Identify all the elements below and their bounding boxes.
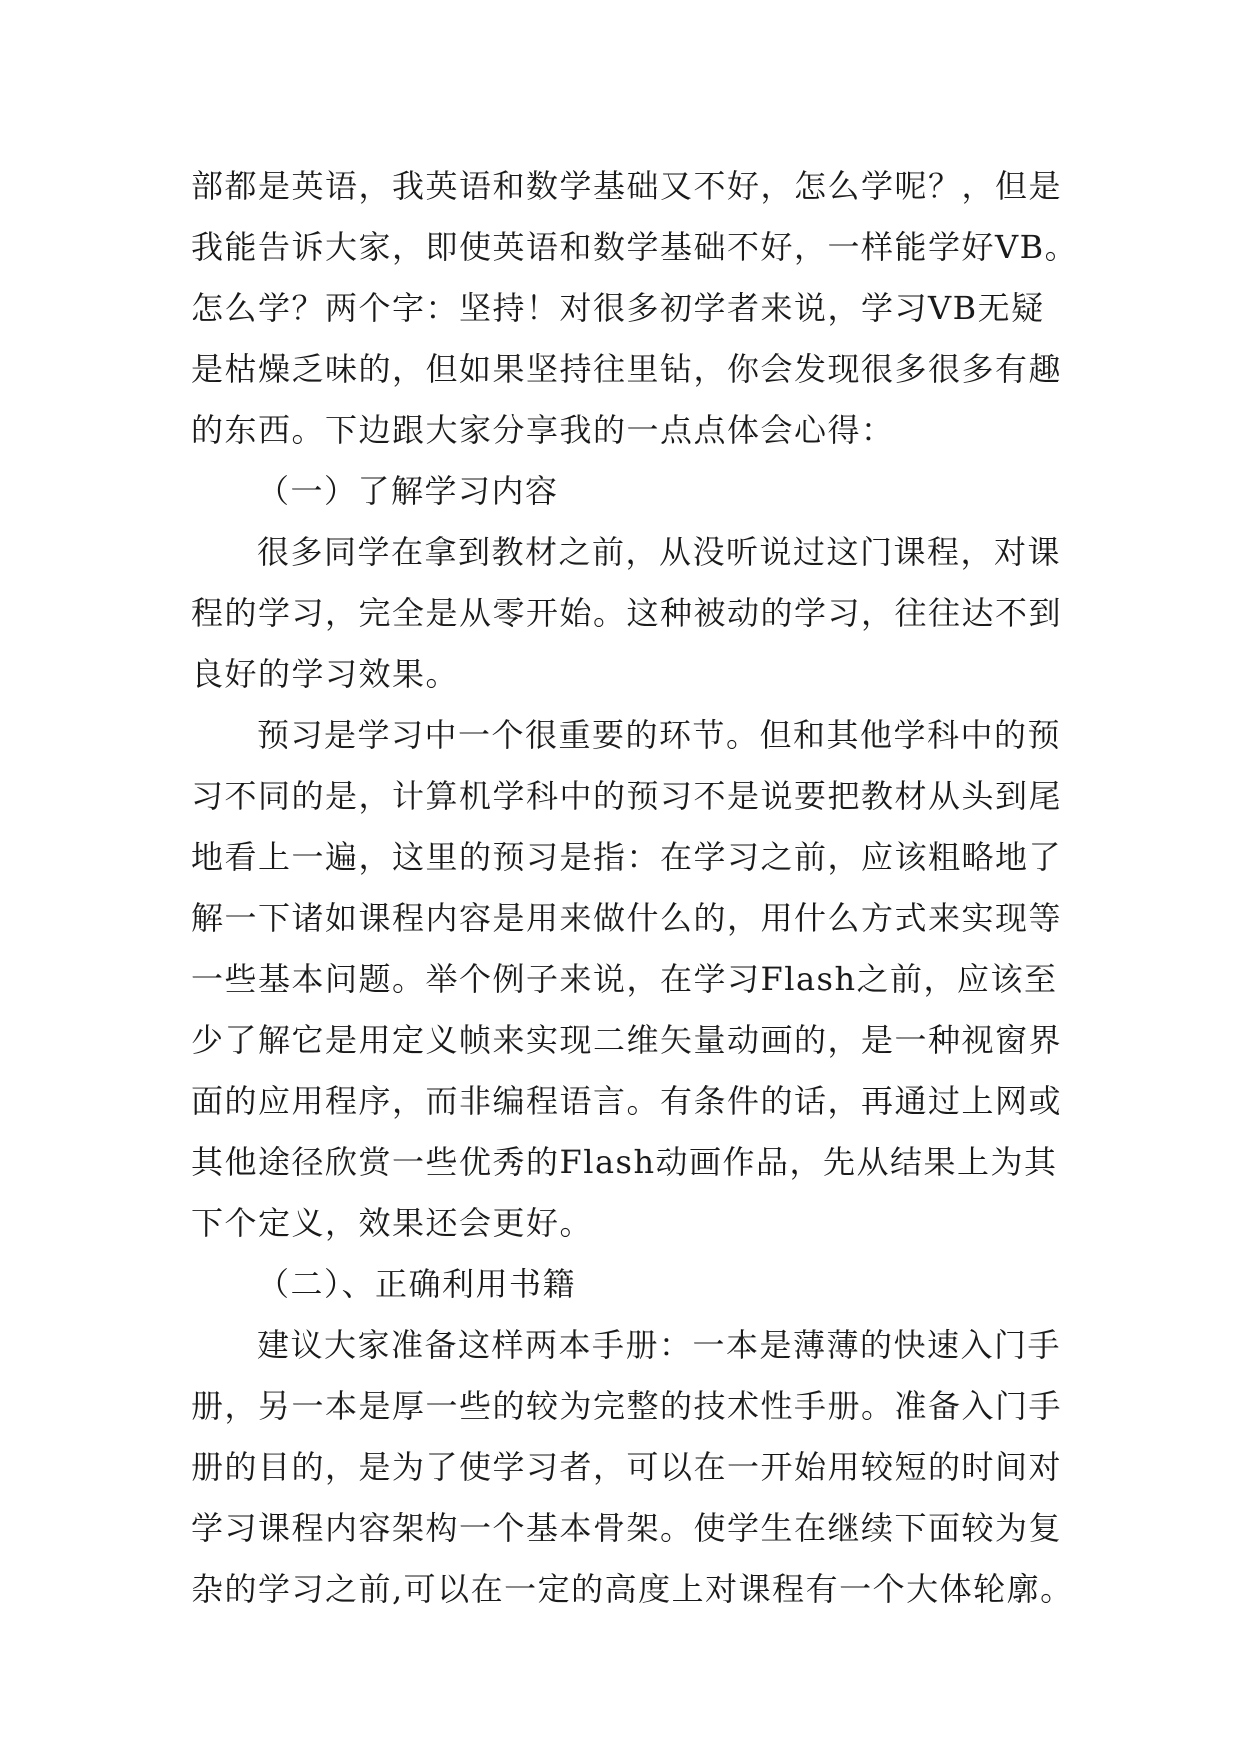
- text-line: 良好的学习效果。: [191, 655, 460, 693]
- text-line: 学习课程内容架构一个基本骨架。使学生在继续下面较为复: [191, 1509, 1063, 1547]
- text-line: 少了解它是用定义帧来实现二维矢量动画的，是一种视窗界: [191, 1021, 1063, 1059]
- text-line: 地看上一遍，这里的预习是指：在学习之前，应该粗略地了: [191, 838, 1063, 876]
- text-line: 预习是学习中一个很重要的环节。但和其他学科中的预: [257, 716, 1062, 754]
- text-line: 册的目的，是为了使学习者，可以在一开始用较短的时间对: [191, 1448, 1063, 1486]
- text-line: 我能告诉大家，即使英语和数学基础不好，一样能学好VB。: [191, 228, 1079, 266]
- section-heading: （一）了解学习内容: [257, 472, 559, 510]
- text-line: 一些基本问题。举个例子来说，在学习Flash之前，应该至: [191, 960, 1058, 998]
- text-line: 建议大家准备这样两本手册：一本是薄薄的快速入门手: [257, 1326, 1062, 1364]
- text-line: 解一下诸如课程内容是用来做什么的，用什么方式来实现等: [191, 899, 1063, 937]
- text-line: 是枯燥乏味的，但如果坚持往里钻，你会发现很多很多有趣: [191, 350, 1063, 388]
- text-line: 程的学习，完全是从零开始。这种被动的学习，往往达不到: [191, 594, 1063, 632]
- text-line: 面的应用程序，而非编程语言。有条件的话，再通过上网或: [191, 1082, 1063, 1120]
- text-line: 习不同的是，计算机学科中的预习不是说要把教材从头到尾: [191, 777, 1063, 815]
- text-line: 其他途径欣赏一些优秀的Flash动画作品，先从结果上为其: [191, 1143, 1058, 1181]
- text-line: 很多同学在拿到教材之前，从没听说过这门课程，对课: [257, 533, 1062, 571]
- text-line: 怎么学？两个字：坚持！对很多初学者来说，学习VB无疑: [191, 289, 1045, 327]
- text-line: 下个定义，效果还会更好。: [191, 1204, 594, 1242]
- text-line: 的东西。下边跟大家分享我的一点点体会心得：: [191, 411, 895, 449]
- text-line: 册，另一本是厚一些的较为完整的技术性手册。准备入门手: [191, 1387, 1063, 1425]
- text-line: 杂的学习之前,可以在一定的高度上对课程有一个大体轮廓。: [191, 1570, 1074, 1608]
- text-line: 部都是英语，我英语和数学基础又不好，怎么学呢？，但是: [191, 167, 1063, 205]
- section-heading: （二）、正确利用书籍: [257, 1265, 577, 1303]
